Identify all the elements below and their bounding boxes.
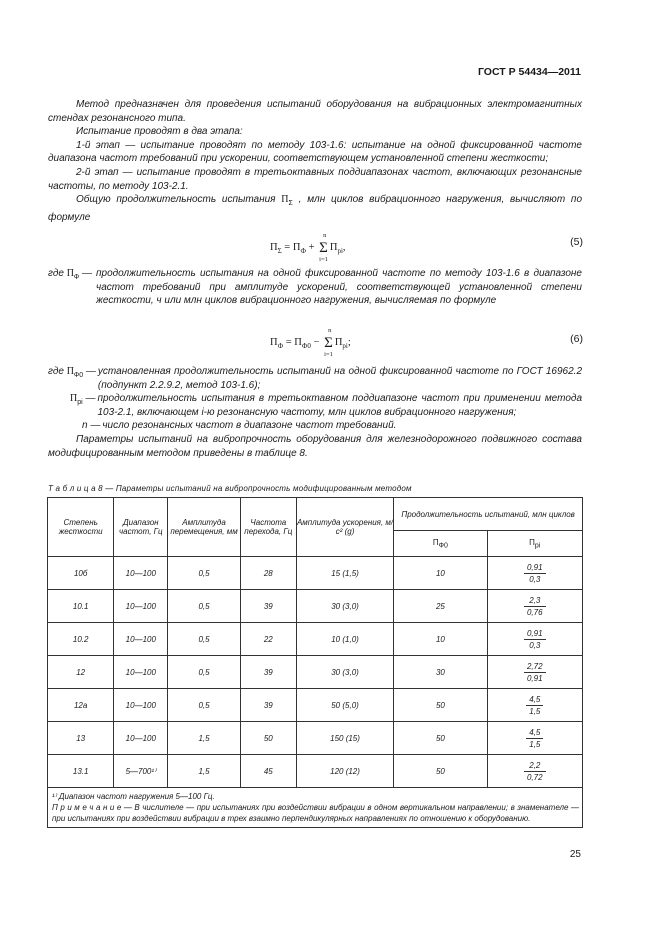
header-p-f0: $П_{Ф0}$ bbox=[394, 531, 487, 557]
cell-p-pi-fraction bbox=[487, 557, 582, 590]
where-item: $П_{pi}$ — продолжительность испытания в третьоктавном поддиапазоне частот при применении метода 103-2.1, включающем i-ю резонансную частоту, млн циклов вибрационного нагружения; bbox=[70, 393, 582, 418]
cell-range: 10—100 bbox=[114, 557, 168, 590]
cell-pf0: 50 bbox=[394, 689, 487, 722]
cell-p-pi-fraction bbox=[487, 689, 582, 722]
header-transition: Частота перехода, Гц bbox=[240, 498, 296, 557]
cell-amp: 1,5 bbox=[168, 722, 241, 755]
cell-trans: 50 bbox=[240, 722, 296, 755]
table-row bbox=[48, 722, 583, 755]
page-number: 25 bbox=[569, 849, 581, 860]
table-row bbox=[48, 689, 583, 722]
cell-trans: 39 bbox=[240, 656, 296, 689]
where-symbol: где $П_Ф$ — bbox=[48, 268, 93, 281]
cell-trans: 45 bbox=[240, 755, 296, 788]
cell-p-pi-fraction bbox=[487, 722, 582, 755]
cell-p-pi-fraction bbox=[487, 656, 582, 689]
cell-amp: 0,5 bbox=[168, 656, 241, 689]
paragraph-stage2: 2-й этап — испытание проводят в третьоктавных поддиапазонах частот, включающих резонансные частоты, по методу 103-2.1. bbox=[48, 166, 582, 192]
table-footnote: ¹⁾ Диапазон частот нагружения 5—100 Гц. bbox=[52, 792, 215, 801]
header-acceleration: Амплитуда ускорения, м/с² (g) bbox=[296, 498, 393, 557]
cell-pf0: 25 bbox=[394, 590, 487, 623]
formula-5-number: (5) bbox=[570, 236, 583, 248]
fraction-denominator: 1,5 bbox=[529, 706, 541, 716]
document-id: ГОСТ Р 54434—2011 bbox=[477, 66, 581, 78]
fraction-denominator: 0,3 bbox=[529, 574, 541, 584]
fraction-denominator: 1,5 bbox=[529, 739, 541, 749]
cell-amp: 1,5 bbox=[168, 755, 241, 788]
parameters-table bbox=[47, 497, 583, 828]
cell-degree: 10.2 bbox=[48, 623, 114, 656]
paragraph-stage1: 1-й этап — испытание проводят по методу 103-1.6: испытание на одной фиксированной частоте диапазона частот требований при ускорении, соответствующем установленной степени жесткости; bbox=[48, 139, 582, 165]
paragraph-table-ref: Параметры испытаний на вибропрочность оборудования для железнодорожного подвижного состава модифицированным методом приведены в таблице 8. bbox=[48, 433, 582, 459]
cell-p-pi-fraction bbox=[487, 590, 582, 623]
formula-6-number: (6) bbox=[570, 333, 583, 345]
cell-pf0: 10 bbox=[394, 557, 487, 590]
formula-6: $П_Ф = П_{Ф0}$ − n Σ i=1 $П_{pi}$; bbox=[270, 327, 351, 358]
fraction-denominator: 0,76 bbox=[526, 607, 543, 617]
fraction-numerator: 4,5 bbox=[526, 694, 543, 706]
table-note: П р и м е ч а н и е — В числителе — при испытаниях при воздействии вибрации в одном вертикальном направлении; в знаменателе — при испытаниях при воздействии вибрации в трех взаимно перпендикулярных направлениях по отношению к оборудованию. bbox=[52, 803, 579, 823]
summation-sign: n Σ i=1 bbox=[324, 327, 333, 358]
cell-range: 10—100 bbox=[114, 722, 168, 755]
header-degree: Степень жесткости bbox=[48, 498, 114, 557]
formula-5: $П_\Sigma = П_Ф$ + n Σ i=1 $П_{pi}$, bbox=[270, 232, 346, 263]
header-duration: Продолжительность испытаний, млн циклов bbox=[394, 498, 583, 531]
cell-accel: 15 (1,5) bbox=[296, 557, 393, 590]
table-caption: Т а б л и ц а 8 — Параметры испытаний на вибропрочность модифицированным методом bbox=[48, 484, 412, 493]
cell-accel: 150 (15) bbox=[296, 722, 393, 755]
header-p-pi: $П_{pi}$ bbox=[487, 531, 582, 557]
cell-range: 10—100 bbox=[114, 590, 168, 623]
cell-trans: 22 bbox=[240, 623, 296, 656]
table-row bbox=[48, 755, 583, 788]
cell-accel: 120 (12) bbox=[296, 755, 393, 788]
table-row bbox=[48, 623, 583, 656]
cell-amp: 0,5 bbox=[168, 557, 241, 590]
cell-range: 10—100 bbox=[114, 689, 168, 722]
cell-p-pi-fraction bbox=[487, 755, 582, 788]
fraction-numerator: 2,3 bbox=[524, 595, 546, 607]
cell-p-pi-fraction bbox=[487, 623, 582, 656]
cell-accel: 30 (3,0) bbox=[296, 590, 393, 623]
cell-degree: 12а bbox=[48, 689, 114, 722]
where-block-1 bbox=[48, 267, 582, 308]
cell-amp: 0,5 bbox=[168, 590, 241, 623]
cell-range: 10—100 bbox=[114, 656, 168, 689]
cell-amp: 0,5 bbox=[168, 623, 241, 656]
fraction-numerator: 2,2 bbox=[524, 760, 546, 772]
fraction-denominator: 0,3 bbox=[529, 640, 541, 650]
cell-trans: 39 bbox=[240, 689, 296, 722]
header-range: Диапазон частот, Гц bbox=[114, 498, 168, 557]
intro-text bbox=[48, 98, 582, 224]
cell-trans: 28 bbox=[240, 557, 296, 590]
cell-pf0: 50 bbox=[394, 755, 487, 788]
cell-degree: 12 bbox=[48, 656, 114, 689]
cell-pf0: 30 bbox=[394, 656, 487, 689]
fraction-denominator: 0,72 bbox=[526, 772, 543, 782]
cell-accel: 30 (3,0) bbox=[296, 656, 393, 689]
header-amplitude: Амплитуда перемещения, мм bbox=[168, 498, 241, 557]
cell-degree: 10б bbox=[48, 557, 114, 590]
cell-degree: 10.1 bbox=[48, 590, 114, 623]
where-description: продолжительность испытания на одной фиксированной частоте по методу 103-1.6 в диапазоне частот требований при амплитуде ускорений, соответствующей установленной степени жесткости, ч или млн циклов вибрационного нагружения, вычисляемая по формуле bbox=[96, 268, 582, 307]
table-row bbox=[48, 590, 583, 623]
cell-degree: 13.1 bbox=[48, 755, 114, 788]
cell-trans: 39 bbox=[240, 590, 296, 623]
paragraph-total-duration: Общую продолжительность испытания $П_\Sigma$ , млн циклов вибрационного нагружения, вычисляют по формуле bbox=[48, 194, 582, 223]
cell-amp: 0,5 bbox=[168, 689, 241, 722]
where-block-2 bbox=[48, 365, 582, 460]
fraction-numerator: 0,91 bbox=[524, 562, 546, 574]
fraction-numerator: 0,91 bbox=[524, 628, 546, 640]
cell-accel: 50 (5,0) bbox=[296, 689, 393, 722]
fraction-numerator: 2,72 bbox=[524, 661, 546, 673]
cell-accel: 10 (1,0) bbox=[296, 623, 393, 656]
cell-degree: 13 bbox=[48, 722, 114, 755]
table-notes bbox=[48, 788, 583, 828]
cell-range: 5—700¹⁾ bbox=[114, 755, 168, 788]
summation-sign: n Σ i=1 bbox=[319, 232, 328, 263]
cell-range: 10—100 bbox=[114, 623, 168, 656]
where-item: где $П_{Ф0}$ — установленная продолжительность испытаний на одной фиксированной частоте по ГОСТ 16962.2 (подпункт 2.2.9.2, метод 103-1.6); bbox=[48, 366, 582, 391]
table-row bbox=[48, 557, 583, 590]
cell-pf0: 50 bbox=[394, 722, 487, 755]
paragraph-method: Метод предназначен для проведения испытаний оборудования на вибрационных электромагнитных стендах резонансного типа. bbox=[48, 99, 582, 124]
fraction-numerator: 4,5 bbox=[526, 727, 543, 739]
paragraph-stages: Испытание проводят в два этапа: bbox=[76, 126, 243, 138]
where-item: n — число резонансных частот в диапазоне частот требований. bbox=[82, 420, 397, 432]
table-row bbox=[48, 656, 583, 689]
cell-pf0: 10 bbox=[394, 623, 487, 656]
fraction-denominator: 0,91 bbox=[526, 673, 543, 683]
